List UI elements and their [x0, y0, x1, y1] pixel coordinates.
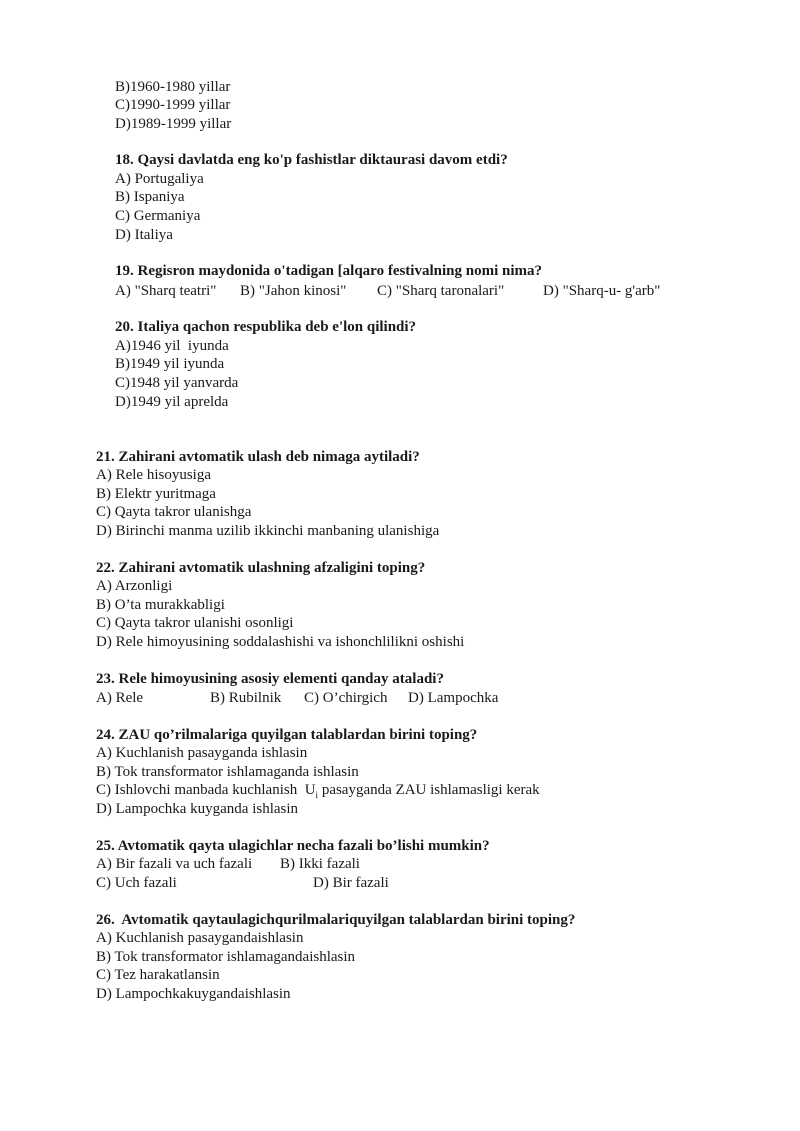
- question-20: 20. Italiya qachon respublika deb e'lon qilindi?: [115, 319, 417, 335]
- q23-option-c: C) O’chirgich: [304, 690, 388, 706]
- q19-option-d: D) "Sharq-u- g'arb": [543, 283, 661, 299]
- q24-option-b: B) Tok transformator ishlamaganda ishlasin: [96, 764, 359, 780]
- option-c-prev: C)1990-1999 yillar: [115, 97, 231, 113]
- q26-option-d: D) Lampochkakuygandaishlasin: [96, 986, 291, 1002]
- q21-option-d: D) Birinchi manma uzilib ikkinchi manbaning ulanishiga: [96, 523, 440, 539]
- q23-option-a: A) Rele: [96, 690, 144, 706]
- q20-option-b: B)1949 yil iyunda: [115, 356, 225, 372]
- question-23: 23. Rele himoyusining asosiy elementi qanday ataladi?: [96, 671, 444, 687]
- question-24: 24. ZAU qo’rilmalariga quyilgan talablardan birini toping?: [96, 727, 478, 743]
- q21-option-c: C) Qayta takror ulanishga: [96, 504, 252, 520]
- q19-option-b: B) "Jahon kinosi": [240, 283, 347, 299]
- q18-option-b: B) Ispaniya: [115, 189, 185, 205]
- q24-option-a: A) Kuchlanish pasayganda ishlasin: [96, 745, 308, 761]
- q22-option-b: B) O’ta murakkabligi: [96, 597, 225, 613]
- question-19: 19. Regisron maydonida o'tadigan [alqaro festivalning nomi nima?: [115, 263, 543, 279]
- q19-option-a: A) "Sharq teatri": [115, 283, 217, 299]
- q26-option-a: A) Kuchlanish pasaygandaishlasin: [96, 930, 304, 946]
- question-25: 25. Avtomatik qayta ulagichlar necha fazali bo’lishi mumkin?: [96, 838, 490, 854]
- option-b-prev: B)1960-1980 yillar: [115, 79, 231, 95]
- q22-option-d: D) Rele himoyusining soddalashishi va ishonchlilikni oshishi: [96, 634, 465, 650]
- q19-option-c: C) "Sharq taronalari": [377, 283, 505, 299]
- q25-option-d: D) Bir fazali: [313, 875, 389, 891]
- q25-option-b: B) Ikki fazali: [280, 856, 360, 872]
- q26-option-b: B) Tok transformator ishlamagandaishlasin: [96, 949, 356, 965]
- q20-option-c: C)1948 yil yanvarda: [115, 375, 239, 391]
- q20-option-d: D)1949 yil aprelda: [115, 394, 229, 410]
- question-18: 18. Qaysi davlatda eng ko'p fashistlar diktaurasi davom etdi?: [115, 152, 508, 168]
- q25-option-a: A) Bir fazali va uch fazali: [96, 856, 253, 872]
- q22-option-a: A) Arzonligi: [96, 578, 173, 594]
- q22-option-c: C) Qayta takror ulanishi osonligi: [96, 615, 294, 631]
- q21-option-a: A) Rele hisoyusiga: [96, 467, 211, 483]
- question-21: 21. Zahirani avtomatik ulash deb nimaga aytiladi?: [96, 449, 420, 465]
- q25-option-c: C) Uch fazali: [96, 875, 177, 891]
- question-22: 22. Zahirani avtomatik ulashning afzaligini toping?: [96, 560, 426, 576]
- question-26: 26. Avtomatik qaytaulagichqurilmalariquyilgan talablardan birini toping?: [96, 912, 576, 928]
- q24-option-d: D) Lampochka kuyganda ishlasin: [96, 801, 299, 817]
- q24-option-c-text: C) Ishlovchi manbada kuchlanish U: [96, 782, 316, 798]
- q23-option-d: D) Lampochka: [408, 690, 499, 706]
- q24-option-c-subscript: i: [315, 790, 319, 800]
- q20-option-a: A)1946 yil iyunda: [115, 338, 229, 354]
- q18-option-d: D) Italiya: [115, 227, 173, 243]
- q24-option-c: [96, 781, 540, 799]
- q23-option-b: B) Rubilnik: [210, 690, 282, 706]
- q18-option-c: C) Germaniya: [115, 208, 201, 224]
- q26-option-c: C) Tez harakatlansin: [96, 967, 220, 983]
- option-d-prev: D)1989-1999 yillar: [115, 116, 232, 132]
- q24-option-c-text-rest: pasayganda ZAU ishlamasligi kerak: [318, 782, 540, 798]
- q21-option-b: B) Elektr yuritmaga: [96, 486, 216, 502]
- q18-option-a: A) Portugaliya: [115, 171, 204, 187]
